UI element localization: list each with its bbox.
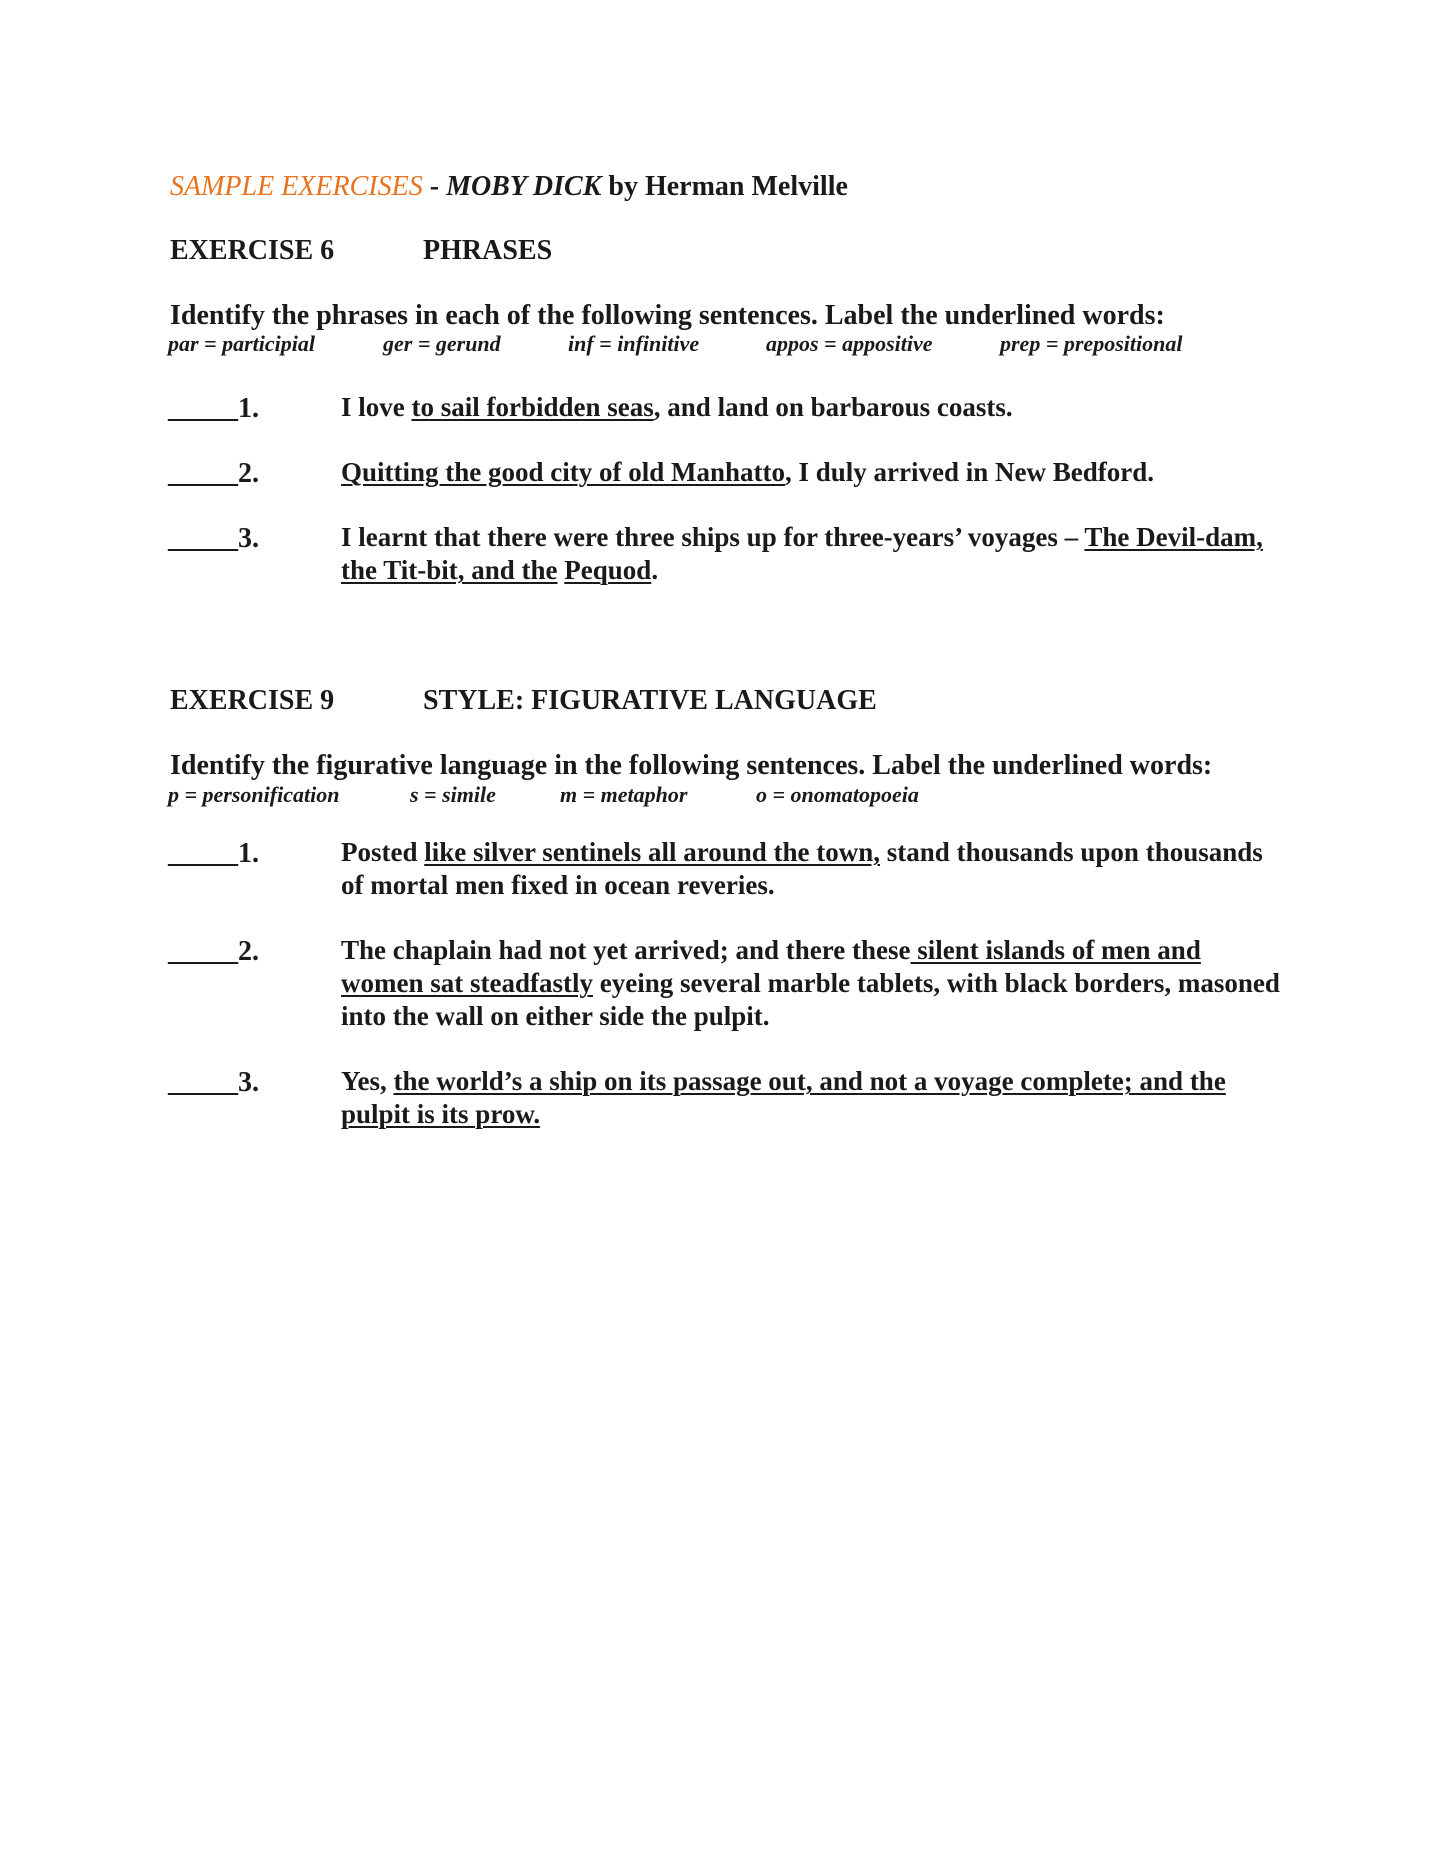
answer-blank-ex6-1[interactable]: _____1. <box>168 393 259 424</box>
sentence-ex9-2: The chaplain had not yet arrived; and there these silent islands of men and women sat steadfastly eyeing several marble tablets, with black borders, masoned into the wall on either side the pulpit. <box>341 935 1280 1031</box>
underlined-phrase: Quitting the good city of old Manhatto <box>341 457 786 487</box>
answer-blank-ex6-3[interactable]: _____3. <box>168 523 259 554</box>
underlined-phrase: silent islands of men and <box>910 935 1201 965</box>
sentence-ex9-3: Yes, the world’s a ship on its passage out, and not a voyage complete; and the pulpit is its prow. <box>341 1066 1226 1129</box>
legend-o: o = onomatopoeia <box>756 782 919 807</box>
legend-s: s = simile <box>410 782 496 807</box>
sentence-ex6-1: I love to sail forbidden seas, and land on barbarous coasts. <box>341 392 1013 422</box>
title-separator: - <box>422 171 447 202</box>
answer-blank-ex9-2[interactable]: _____2. <box>168 936 259 967</box>
answer-blank-ex9-1[interactable]: _____1. <box>168 838 259 869</box>
exercise-6-topic: PHRASES <box>423 235 553 266</box>
answer-blank-ex6-2[interactable]: _____2. <box>168 458 259 489</box>
legend-appos: appos = appositive <box>766 331 933 356</box>
exercise-9-instruction: Identify the figurative language in the following sentences. Label the underlined words: <box>170 750 1213 781</box>
underlined-phrase: pulpit is its prow. <box>341 1099 541 1129</box>
exercise-6-instruction: Identify the phrases in each of the following sentences. Label the underlined words: <box>170 300 1165 331</box>
legend-inf: inf = infinitive <box>568 331 700 356</box>
underlined-phrase: Pequod <box>564 555 652 585</box>
title-book: MOBY DICK <box>446 171 602 202</box>
exercise-9-label: EXERCISE 9 <box>170 685 335 716</box>
title-author: by Herman Melville <box>601 171 848 202</box>
exercise-6-label: EXERCISE 6 <box>170 235 335 266</box>
legend-p: p = personification <box>168 782 340 807</box>
underlined-phrase: women sat steadfastly <box>341 968 593 998</box>
legend-m: m = metaphor <box>560 782 688 807</box>
underlined-phrase: the Tit-bit, and the <box>341 555 558 585</box>
legend-prep: prep = prepositional <box>1000 331 1183 356</box>
underlined-phrase: the world’s a ship on its passage out, and not a voyage complete; and the <box>393 1066 1226 1096</box>
sentence-ex6-2: Quitting the good city of old Manhatto, I duly arrived in New Bedford. <box>341 457 1155 487</box>
answer-blank-ex9-3[interactable]: _____3. <box>168 1067 259 1098</box>
legend-par: par = participial <box>168 331 315 356</box>
underlined-phrase: to sail forbidden seas <box>411 392 654 422</box>
underlined-phrase: The Devil-dam, <box>1084 522 1263 552</box>
document-title <box>170 171 848 203</box>
underlined-phrase: like silver sentinels all around the town, <box>424 837 881 867</box>
legend-ger: ger = gerund <box>383 331 501 356</box>
sentence-ex9-1: Posted like silver sentinels all around the town, stand thousands upon thousands of mortal men fixed in ocean reveries. <box>341 837 1263 900</box>
exercise-9-topic: STYLE: FIGURATIVE LANGUAGE <box>423 685 877 716</box>
sentence-ex6-3: I learnt that there were three ships up for three-years’ voyages – The Devil-dam, the Tit-bit, and the Pequod. <box>341 522 1263 585</box>
title-sample-label: SAMPLE EXERCISES <box>170 171 423 202</box>
